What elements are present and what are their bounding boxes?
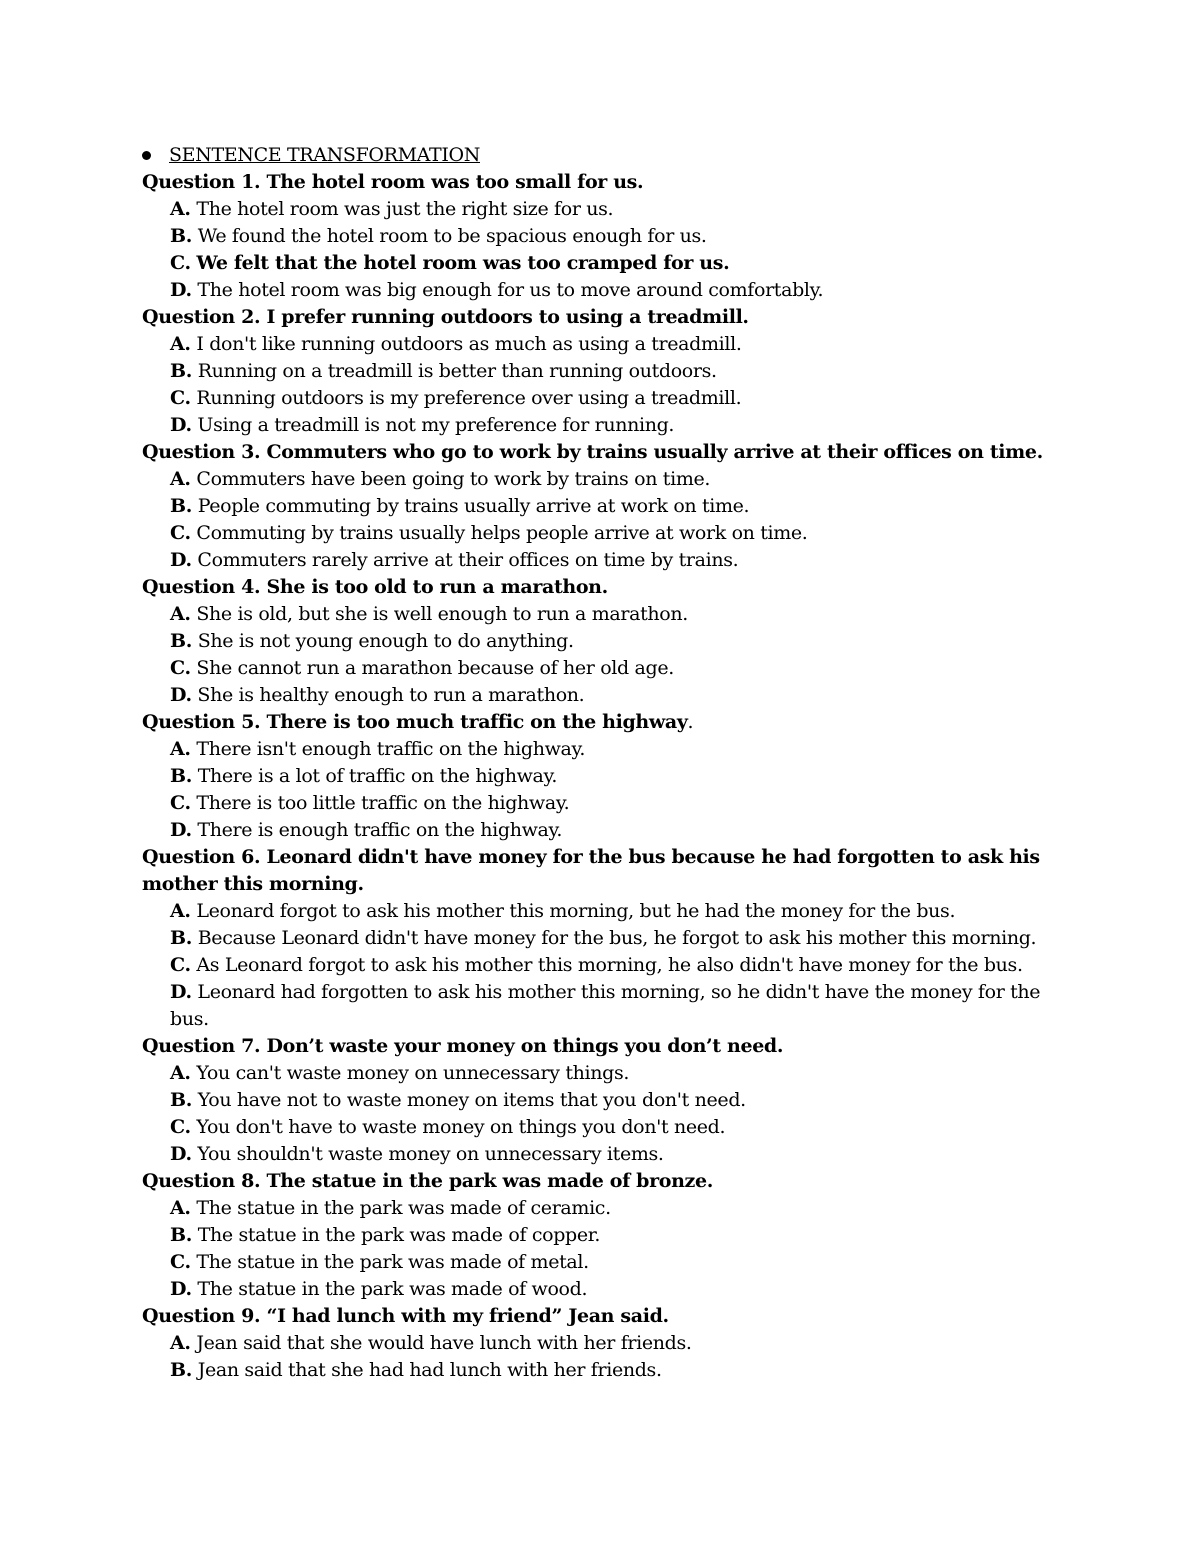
option-text: Jean said that she would have lunch with her friends.	[196, 1332, 692, 1354]
option-letter: C.	[170, 792, 191, 814]
option-text: She cannot run a marathon because of her old age.	[196, 657, 674, 679]
question-number: Question 7.	[142, 1035, 261, 1057]
option-letter: D.	[170, 684, 192, 706]
option-letter: C.	[170, 522, 191, 544]
document-page	[142, 142, 1062, 1384]
question-number: Question 5.	[142, 711, 261, 733]
option-letter: D.	[170, 414, 192, 436]
question-text: There is too much traffic on the highway	[266, 711, 688, 733]
question-text: She is too old to run a marathon.	[266, 576, 608, 598]
option-text: Jean said that she had had lunch with her friends.	[197, 1359, 662, 1381]
question-block	[142, 844, 1062, 1033]
option-text: People commuting by trains usually arrive at work on time.	[197, 495, 750, 517]
option-text: You have not to waste money on items that you don't need.	[197, 1089, 746, 1111]
option-text: There is a lot of traffic on the highway.	[197, 765, 558, 787]
option-letter: D.	[170, 981, 192, 1003]
option-text: You shouldn't waste money on unnecessary items.	[197, 1143, 664, 1165]
option-letter: B.	[170, 1089, 192, 1111]
question-stem	[142, 1033, 1062, 1060]
question-text: Leonard didn't have money for the bus because he had forgotten to ask his mother this morning.	[142, 846, 1040, 895]
option-text: There isn't enough traffic on the highway.	[196, 738, 586, 760]
option-text: You can't waste money on unnecessary things.	[196, 1062, 630, 1084]
answer-option	[142, 412, 1062, 439]
option-letter: C.	[170, 1251, 191, 1273]
question-block	[142, 574, 1062, 709]
option-letter: B.	[170, 495, 192, 517]
answer-option	[142, 790, 1062, 817]
option-letter: D.	[170, 1278, 192, 1300]
question-stem	[142, 169, 1062, 196]
answer-option	[142, 736, 1062, 763]
answer-option	[142, 655, 1062, 682]
answer-option	[142, 1330, 1062, 1357]
question-number: Question 3.	[142, 441, 261, 463]
option-text: Leonard had forgotten to ask his mother this morning, so he didn't have the money for the bus.	[170, 981, 1041, 1030]
question-text-tail: .	[687, 711, 694, 733]
answer-option	[142, 952, 1062, 979]
option-letter: D.	[170, 549, 192, 571]
option-letter: D.	[170, 1143, 192, 1165]
answer-option	[142, 1195, 1062, 1222]
answer-option	[142, 682, 1062, 709]
option-letter: C.	[170, 954, 191, 976]
option-text: The statue in the park was made of wood.	[197, 1278, 588, 1300]
option-letter: A.	[170, 1197, 191, 1219]
option-letter: C.	[170, 657, 191, 679]
option-text: Commuters rarely arrive at their offices on time by trains.	[197, 549, 739, 571]
question-number: Question 2.	[142, 306, 261, 328]
question-block	[142, 169, 1062, 304]
answer-option	[142, 925, 1062, 952]
question-stem	[142, 709, 1062, 736]
answer-option	[142, 331, 1062, 358]
option-text: Using a treadmill is not my preference for running.	[197, 414, 675, 436]
option-text: Running on a treadmill is better than running outdoors.	[197, 360, 717, 382]
answer-option	[142, 520, 1062, 547]
option-text: She is old, but she is well enough to run a marathon.	[196, 603, 688, 625]
option-text: The hotel room was big enough for us to move around comfortably.	[197, 279, 824, 301]
section-title: SENTENCE TRANSFORMATION	[169, 144, 480, 166]
option-text: She is healthy enough to run a marathon.	[197, 684, 585, 706]
option-text: As Leonard forgot to ask his mother this morning, he also didn't have money for the bus.	[196, 954, 1023, 976]
question-number: Question 1.	[142, 171, 261, 193]
option-text: Leonard forgot to ask his mother this morning, but he had the money for the bus.	[196, 900, 956, 922]
answer-option	[142, 385, 1062, 412]
answer-option	[142, 1141, 1062, 1168]
option-text: Commuters have been going to work by trains on time.	[196, 468, 711, 490]
answer-option	[142, 1087, 1062, 1114]
question-stem	[142, 439, 1062, 466]
answer-option	[142, 1222, 1062, 1249]
answer-option	[142, 1060, 1062, 1087]
answer-option	[142, 1114, 1062, 1141]
question-block	[142, 1033, 1062, 1168]
question-number: Question 8.	[142, 1170, 261, 1192]
option-letter: C.	[170, 252, 191, 274]
option-letter: B.	[170, 927, 192, 949]
question-block	[142, 709, 1062, 844]
question-number: Question 9.	[142, 1305, 261, 1327]
option-letter: D.	[170, 819, 192, 841]
question-stem	[142, 574, 1062, 601]
question-stem	[142, 1303, 1062, 1330]
answer-option	[142, 763, 1062, 790]
option-text: The hotel room was just the right size for us.	[196, 198, 614, 220]
question-stem	[142, 304, 1062, 331]
option-letter: A.	[170, 603, 191, 625]
question-text: Don’t waste your money on things you don’t need.	[266, 1035, 784, 1057]
question-text: I prefer running outdoors to using a treadmill.	[266, 306, 749, 328]
question-block	[142, 304, 1062, 439]
answer-option	[142, 223, 1062, 250]
option-text: Running outdoors is my preference over using a treadmill.	[196, 387, 742, 409]
option-letter: C.	[170, 387, 191, 409]
answer-option	[142, 1357, 1062, 1384]
option-text: The statue in the park was made of metal.	[196, 1251, 589, 1273]
question-block	[142, 1168, 1062, 1303]
question-number: Question 4.	[142, 576, 261, 598]
answer-option	[142, 979, 1062, 1033]
option-text: The statue in the park was made of copper.	[197, 1224, 601, 1246]
answer-option	[142, 817, 1062, 844]
option-letter: B.	[170, 1359, 192, 1381]
option-letter: B.	[170, 360, 192, 382]
question-number: Question 6.	[142, 846, 261, 868]
answer-option	[142, 250, 1062, 277]
question-stem	[142, 1168, 1062, 1195]
option-text: She is not young enough to do anything.	[197, 630, 574, 652]
option-text: I don't like running outdoors as much as using a treadmill.	[196, 333, 742, 355]
option-text: Commuting by trains usually helps people arrive at work on time.	[196, 522, 808, 544]
option-letter: A.	[170, 1332, 191, 1354]
question-stem	[142, 844, 1062, 898]
option-letter: A.	[170, 468, 191, 490]
answer-option	[142, 1249, 1062, 1276]
option-text: We felt that the hotel room was too cramped for us.	[196, 252, 730, 274]
question-block	[142, 439, 1062, 574]
answer-option	[142, 628, 1062, 655]
option-letter: B.	[170, 765, 192, 787]
question-text: The hotel room was too small for us.	[266, 171, 644, 193]
option-letter: C.	[170, 1116, 191, 1138]
option-letter: A.	[170, 738, 191, 760]
answer-option	[142, 547, 1062, 574]
option-letter: B.	[170, 630, 192, 652]
answer-option	[142, 277, 1062, 304]
section-heading	[142, 142, 1062, 169]
option-letter: A.	[170, 198, 191, 220]
answer-option	[142, 1276, 1062, 1303]
question-text: The statue in the park was made of bronze.	[266, 1170, 713, 1192]
option-text: You don't have to waste money on things you don't need.	[196, 1116, 726, 1138]
option-letter: B.	[170, 225, 192, 247]
option-letter: A.	[170, 900, 191, 922]
answer-option	[142, 358, 1062, 385]
option-text: There is enough traffic on the highway.	[197, 819, 563, 841]
answer-option	[142, 196, 1062, 223]
question-text: Commuters who go to work by trains usually arrive at their offices on time.	[266, 441, 1043, 463]
question-block	[142, 1303, 1062, 1384]
option-text: We found the hotel room to be spacious enough for us.	[197, 225, 707, 247]
answer-option	[142, 898, 1062, 925]
option-text: The statue in the park was made of ceramic.	[196, 1197, 611, 1219]
question-text: “I had lunch with my friend” Jean said.	[266, 1305, 669, 1327]
option-letter: A.	[170, 333, 191, 355]
option-text: There is too little traffic on the highway.	[196, 792, 570, 814]
question-list	[142, 169, 1062, 1384]
option-letter: B.	[170, 1224, 192, 1246]
bullet-icon	[142, 151, 151, 160]
answer-option	[142, 466, 1062, 493]
answer-option	[142, 601, 1062, 628]
option-letter: D.	[170, 279, 192, 301]
option-letter: A.	[170, 1062, 191, 1084]
answer-option	[142, 493, 1062, 520]
option-text: Because Leonard didn't have money for the bus, he forgot to ask his mother this morning.	[197, 927, 1037, 949]
